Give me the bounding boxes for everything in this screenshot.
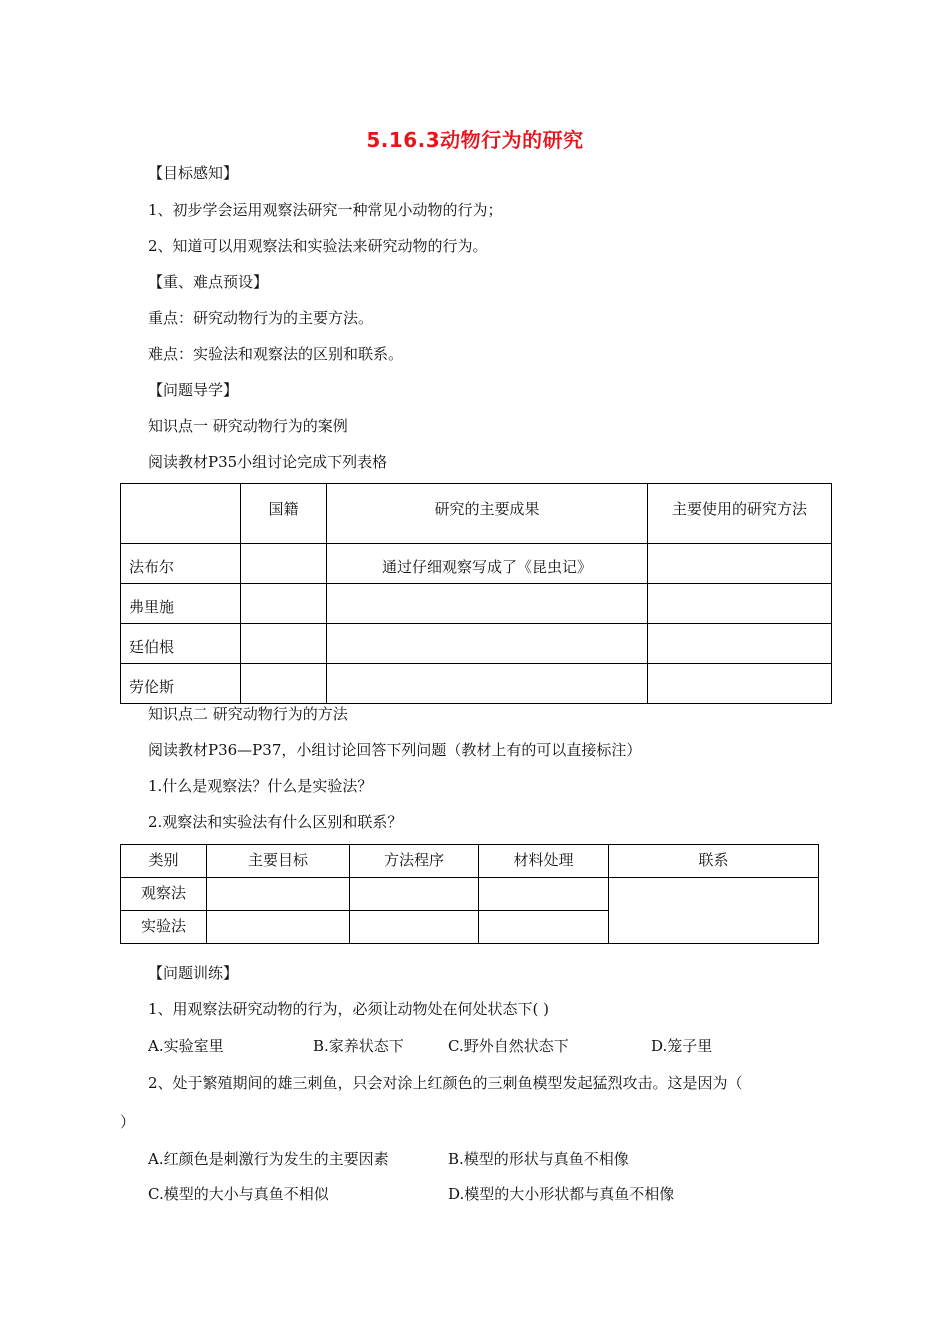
key-point: 重点：研究动物行为的主要方法。: [148, 309, 374, 327]
training-question-2-continuation: ）: [120, 1113, 136, 1131]
training-question-2: 2、处于繁殖期间的雄三刺鱼，只会对涂上红颜色的三刺鱼模型发起猛烈攻击。这是因为（: [148, 1074, 743, 1092]
table-header-relation: 联系: [609, 845, 819, 878]
difficult-point: 难点：实验法和观察法的区别和联系。: [148, 345, 404, 363]
table-cell: [648, 584, 832, 624]
knowledge-point-2-instruction: 阅读教材P36—P37，小组讨论回答下列问题（教材上有的可以直接标注）: [148, 741, 642, 759]
methods-comparison-table: [120, 844, 819, 944]
table-header-material: 材料处理: [479, 845, 609, 878]
scientist-name: 廷伯根: [121, 624, 241, 664]
table-header-row: [121, 484, 832, 544]
method-observation: 观察法: [121, 878, 207, 911]
table-header-row: [121, 845, 819, 878]
table-cell: [207, 878, 350, 911]
method-experiment: 实验法: [121, 911, 207, 944]
section-train-heading: 【问题训练】: [148, 964, 239, 982]
table-row: [121, 584, 832, 624]
table-cell: [121, 484, 241, 544]
table-header-procedure: 方法程序: [350, 845, 479, 878]
table-cell: 通过仔细观察写成了《昆虫记》: [327, 544, 648, 584]
table-cell: [327, 584, 648, 624]
page-title: 5.16.3动物行为的研究: [366, 128, 584, 152]
table-cell: [241, 664, 327, 704]
table-cell: [648, 624, 832, 664]
section-goal-heading: 【目标感知】: [148, 164, 239, 182]
goal-item-2: 2、知道可以用观察法和实验法来研究动物的行为。: [148, 237, 488, 255]
table-cell: [327, 624, 648, 664]
table-header-goal: 主要目标: [207, 845, 350, 878]
knowledge-point-1-title: 知识点一 研究动物行为的案例: [148, 417, 348, 435]
table-header-category: 类别: [121, 845, 207, 878]
table-cell: [648, 664, 832, 704]
table-cell: [207, 911, 350, 944]
option-d: D.模型的大小形状都与真鱼不相像: [448, 1185, 675, 1203]
table-cell: [350, 911, 479, 944]
table-row: [121, 878, 819, 911]
table-cell: [479, 911, 609, 944]
question-1: 1.什么是观察法？什么是实验法？: [148, 777, 373, 795]
goal-item-1: 1、初步学会运用观察法研究一种常见小动物的行为；: [148, 201, 503, 219]
table-cell: [327, 664, 648, 704]
scientist-name: 弗里施: [121, 584, 241, 624]
section-guide-heading: 【问题导学】: [148, 381, 239, 399]
option-b: B.模型的形状与真鱼不相像: [448, 1150, 629, 1168]
table-cell: [648, 544, 832, 584]
relation-cell: [609, 878, 819, 944]
option-a: A.实验室里: [148, 1037, 224, 1055]
option-c: C.野外自然状态下: [448, 1037, 569, 1055]
table-cell: [479, 878, 609, 911]
option-c: C.模型的大小与真鱼不相似: [148, 1185, 329, 1203]
table-header-method: 主要使用的研究方法: [648, 484, 832, 544]
table-header-achievement: 研究的主要成果: [327, 484, 648, 544]
question-2: 2.观察法和实验法有什么区别和联系？: [148, 813, 403, 831]
table-row: [121, 624, 832, 664]
knowledge-point-1-instruction: 阅读教材P35小组讨论完成下列表格: [148, 453, 388, 471]
scientist-name: 法布尔: [121, 544, 241, 584]
table-cell: [241, 544, 327, 584]
table-header-nationality: 国籍: [241, 484, 327, 544]
scientist-name: 劳伦斯: [121, 664, 241, 704]
table-cell: [241, 624, 327, 664]
table-row: [121, 544, 832, 584]
table-cell: [241, 584, 327, 624]
section-key-heading: 【重、难点预设】: [148, 273, 269, 291]
option-d: D.笼子里: [651, 1037, 713, 1055]
knowledge-point-2-title: 知识点二 研究动物行为的方法: [148, 705, 348, 723]
table-row: [121, 664, 832, 704]
option-b: B.家养状态下: [313, 1037, 404, 1055]
scientists-table: [120, 483, 832, 704]
table-cell: [350, 878, 479, 911]
training-question-1: 1、用观察法研究动物的行为，必须让动物处在何处状态下( ): [148, 1000, 550, 1018]
option-a: A.红颜色是刺激行为发生的主要因素: [148, 1150, 389, 1168]
